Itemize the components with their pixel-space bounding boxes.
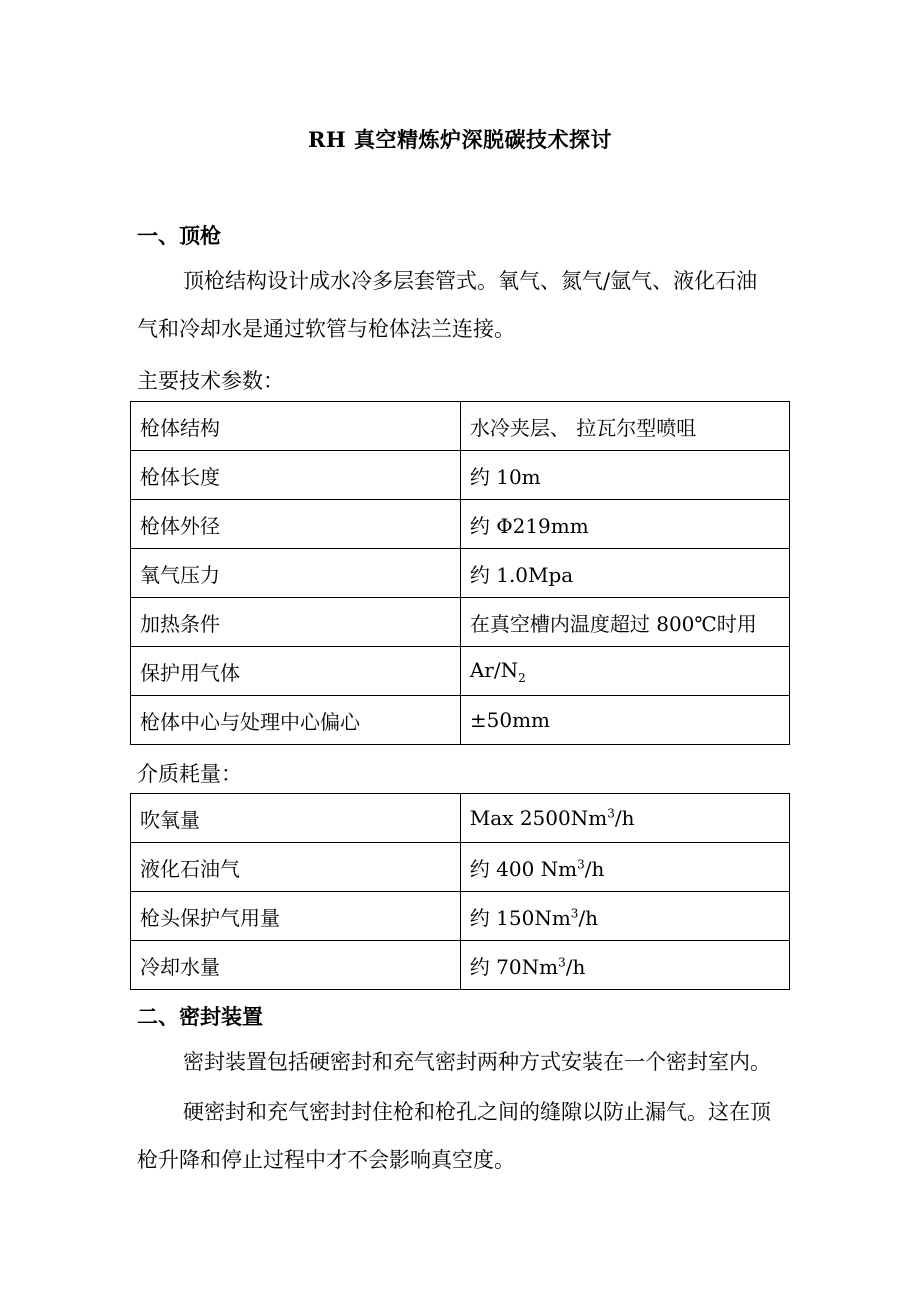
section-2-heading: 二、密封装置 (137, 1004, 263, 1029)
param-name-cell: 枪头保护气用量 (131, 892, 461, 941)
superscript: 3 (558, 954, 566, 969)
table-row (131, 794, 790, 843)
section-2-paragraph-2 (137, 1088, 787, 1184)
unit-tail: /h (565, 954, 586, 979)
param-name-cell: 加热条件 (131, 598, 461, 647)
param-name-cell: 枪体结构 (131, 402, 461, 451)
paragraph-line (137, 257, 787, 305)
unit-tail: /h (614, 806, 635, 830)
param-name-cell: 枪体长度 (131, 451, 461, 500)
table-row (131, 549, 790, 598)
paragraph-line (137, 1038, 787, 1086)
param-value-cell (460, 500, 789, 549)
superscript: 3 (607, 806, 615, 821)
param-value-cell (460, 892, 789, 941)
param-name-cell: 冷却水量 (131, 941, 461, 990)
param-name-cell: 枪体中心与处理中心偏心 (131, 696, 461, 745)
param-value: ±50mm (469, 708, 550, 732)
param-value-cell (460, 794, 789, 843)
param-value-cell (460, 941, 789, 990)
params-table (130, 401, 790, 745)
param-value: 约 150Nm (469, 905, 571, 930)
param-name-cell: 吹氧量 (131, 794, 461, 843)
param-value-cell (460, 549, 789, 598)
param-value-cell (460, 598, 789, 647)
consumption-table (130, 793, 790, 990)
paragraph-text: 顶枪结构设计成水冷多层套管式。氧气、氮气/氩气、液化石油 (183, 269, 758, 293)
param-value: Max 2500Nm (469, 806, 608, 830)
document-title: RH 真空精炼炉深脱碳技术探讨 (307, 127, 613, 152)
unit-tail: /h (584, 856, 605, 881)
superscript: 3 (570, 905, 579, 920)
param-value-cell (460, 696, 789, 745)
section-2-paragraph-1 (137, 1038, 787, 1086)
table-row (131, 941, 790, 990)
param-name-cell: 液化石油气 (131, 843, 461, 892)
unit-tail: /h (578, 905, 599, 930)
table-row (131, 451, 790, 500)
paragraph-line (137, 1088, 787, 1136)
table-row (131, 696, 790, 745)
param-name-cell: 枪体外径 (131, 500, 461, 549)
table-row (131, 647, 790, 696)
param-value: 约 10m (469, 464, 541, 489)
paragraph-text: 硬密封和充气密封封住枪和枪孔之间的缝隙以防止漏气。这在顶 (183, 1100, 771, 1124)
param-value-cell (460, 843, 789, 892)
table-row (131, 402, 790, 451)
section-1-paragraph (137, 257, 787, 353)
param-value: 在真空槽内温度超过 800℃时用 (469, 611, 757, 636)
table-row (131, 598, 790, 647)
param-value-cell (460, 402, 789, 451)
param-value: Ar/N (469, 657, 519, 682)
param-value: 约 Φ219mm (469, 513, 589, 538)
superscript: 3 (577, 856, 585, 871)
paragraph-text: 密封装置包括硬密封和充气密封两种方式安装在一个密封室内。 (183, 1050, 771, 1074)
param-name-cell: 氧气压力 (131, 549, 461, 598)
params-label: 主要技术参数： (137, 369, 284, 393)
param-value: 水冷夹层、 拉瓦尔型喷咀 (469, 415, 697, 440)
table-row (131, 892, 790, 941)
paragraph-line: 气和冷却水是通过软管与枪体法兰连接。 (137, 317, 515, 341)
table-row (131, 843, 790, 892)
param-value-cell (460, 451, 789, 500)
param-value: 约 70Nm (469, 954, 559, 979)
table-row (131, 500, 790, 549)
subscript: 2 (518, 670, 526, 685)
consumption-label: 介质耗量： (137, 762, 242, 786)
param-value: 约 400 Nm (469, 856, 578, 881)
param-name-cell: 保护用气体 (131, 647, 461, 696)
paragraph-line: 枪升降和停止过程中才不会影响真空度。 (137, 1148, 515, 1172)
param-value-cell (460, 647, 789, 696)
param-value: 约 1.0Mpa (469, 562, 574, 587)
section-1-heading: 一、顶枪 (137, 223, 221, 248)
